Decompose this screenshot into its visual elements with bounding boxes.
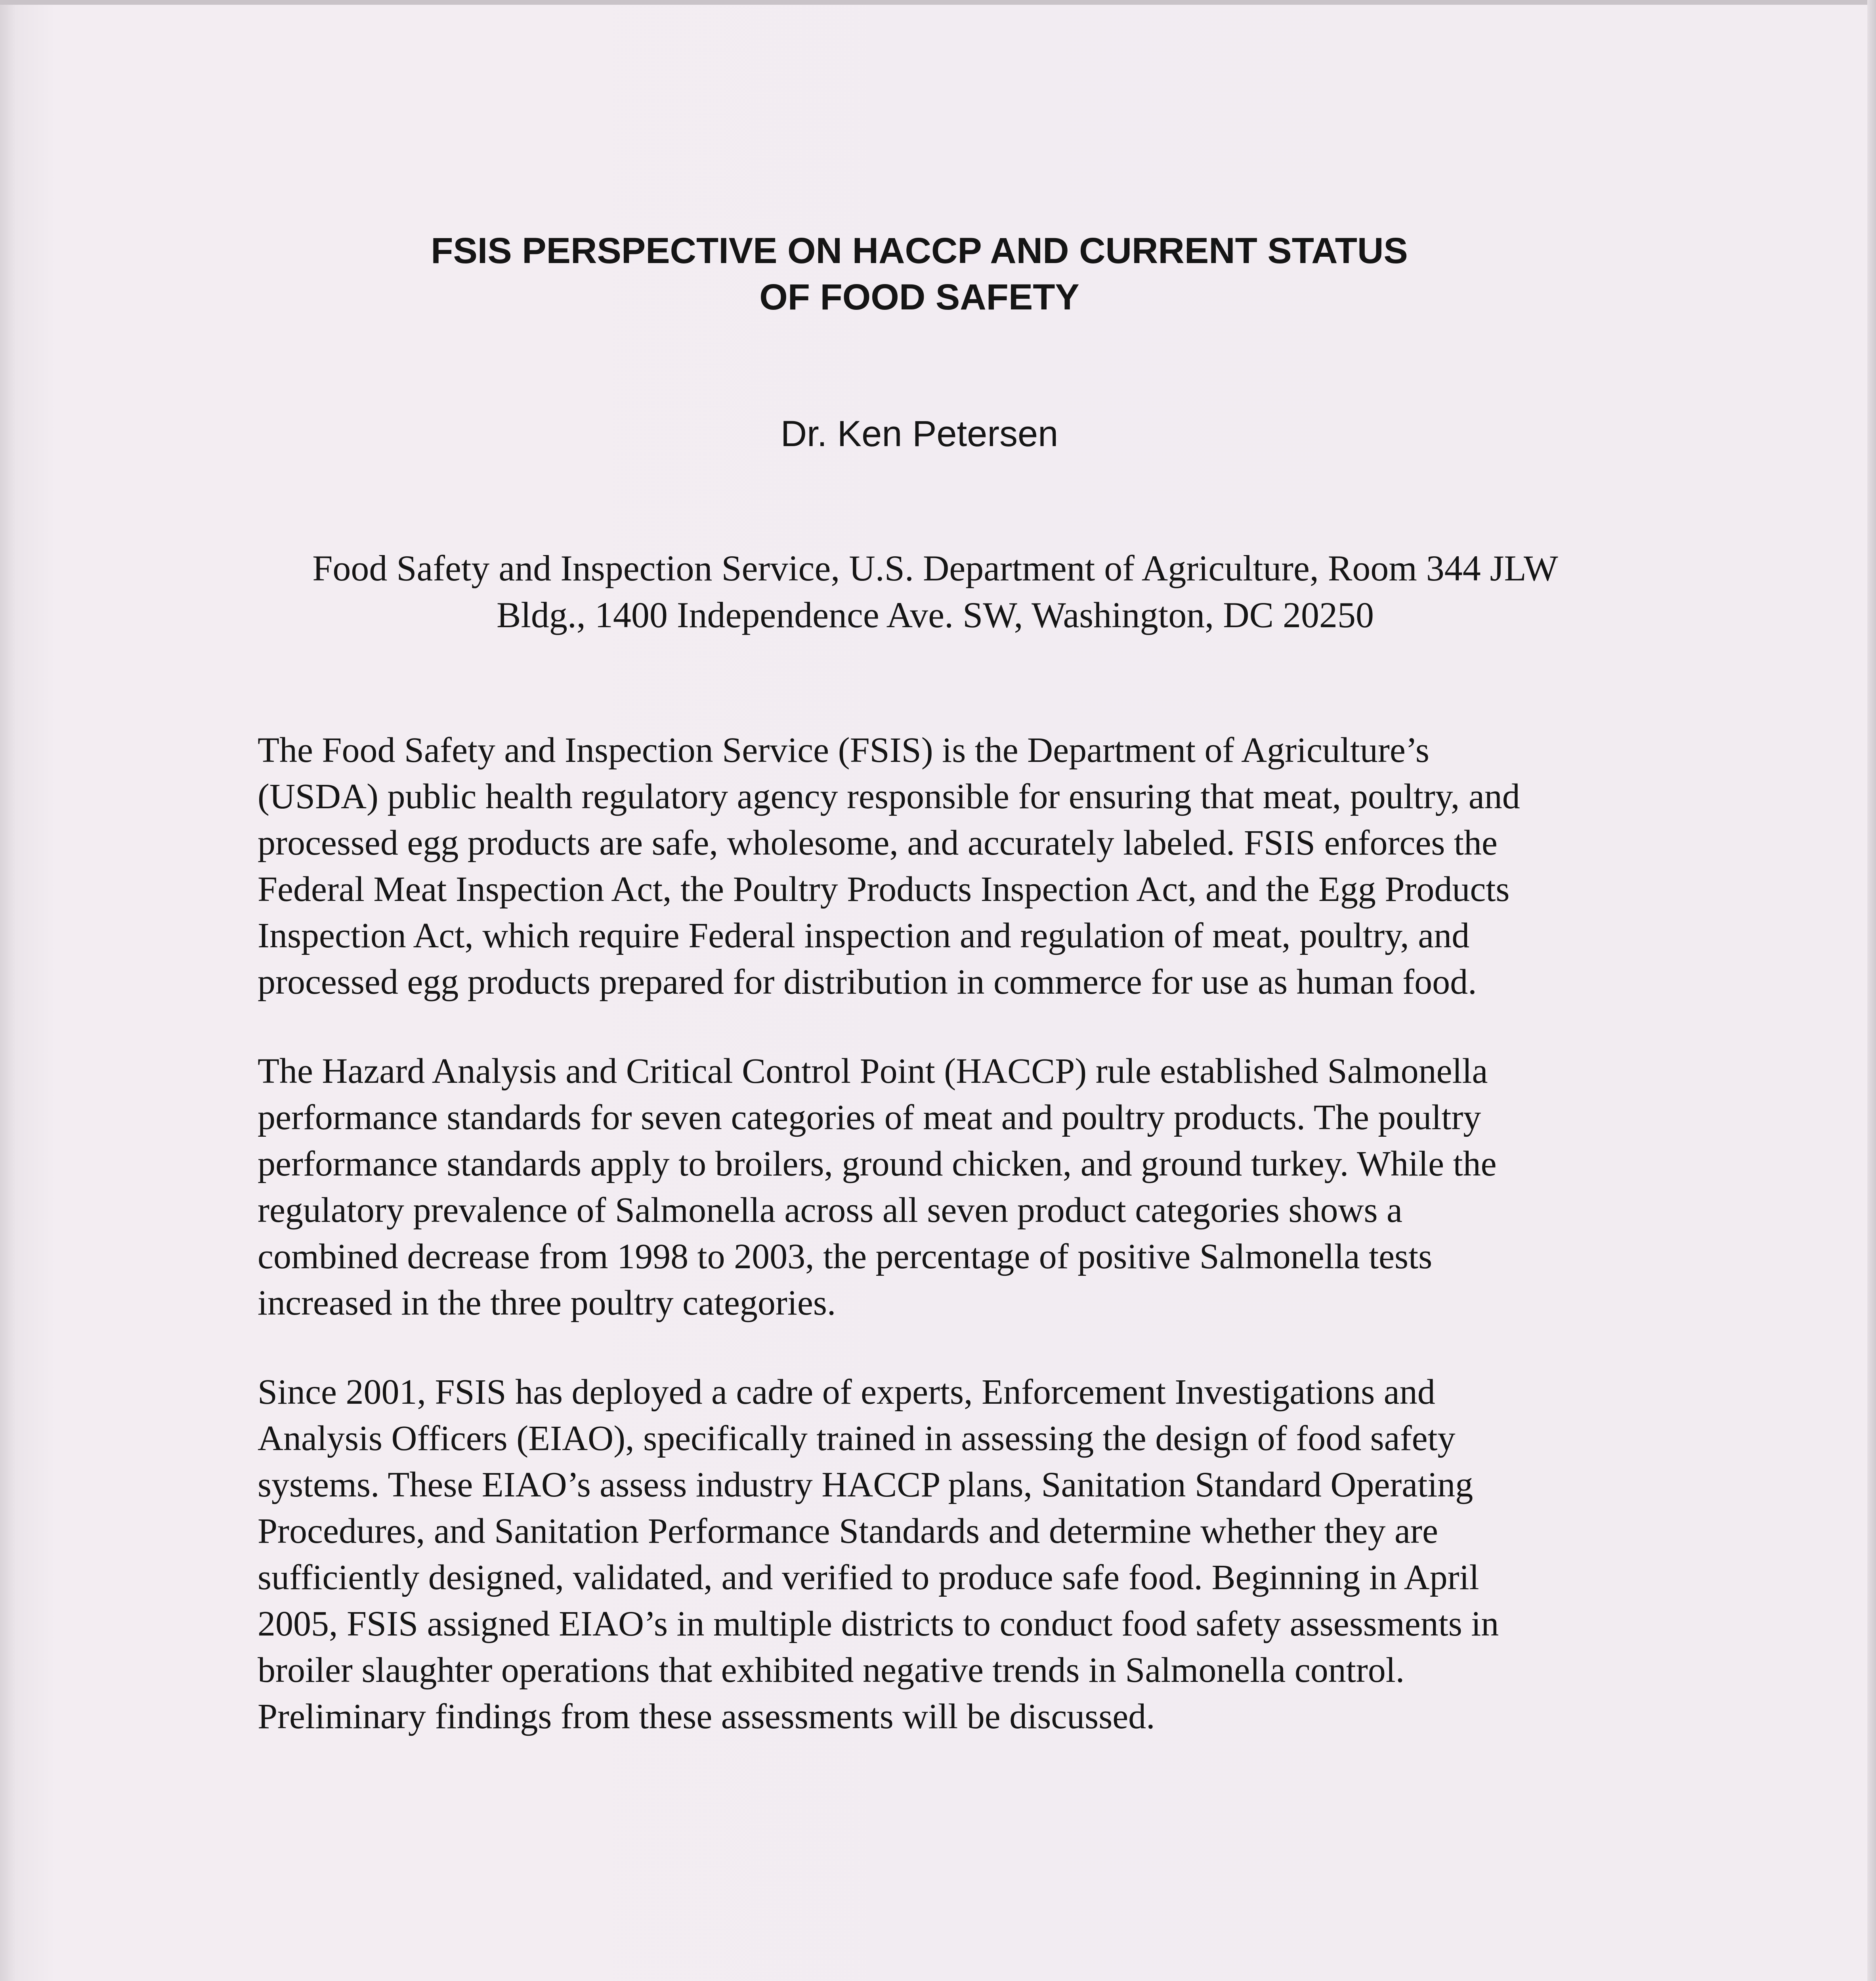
paragraph-fsis-overview <box>258 727 1645 1005</box>
affiliation-line: Food Safety and Inspection Service, U.S. Department of Agriculture, Room 344 JLW <box>312 548 1558 588</box>
paragraph-line: broiler slaughter operations that exhibited negative trends in Salmonella control. <box>258 1651 1405 1690</box>
paragraph-line: systems. These EIAO’s assess industry HACCP plans, Sanitation Standard Operating <box>258 1465 1473 1504</box>
paragraph-line: The Hazard Analysis and Critical Control Point (HACCP) rule established Salmonella <box>258 1052 1488 1091</box>
paragraph-line: combined decrease from 1998 to 2003, the percentage of positive Salmonella tests <box>258 1237 1433 1276</box>
page-top-edge <box>0 0 1876 5</box>
page-right-edge <box>1867 0 1876 1981</box>
paragraph-line: processed egg products are safe, wholesome, and accurately labeled. FSIS enforces the <box>258 823 1498 863</box>
paragraph-line: performance standards apply to broilers, ground chicken, and ground turkey. While the <box>258 1144 1497 1183</box>
paragraph-haccp-rule <box>258 1048 1645 1326</box>
paragraph-line: Inspection Act, which require Federal inspection and regulation of meat, poultry, and <box>258 916 1470 955</box>
paragraph-line: sufficiently designed, validated, and verified to produce safe food. Beginning in April <box>258 1558 1479 1597</box>
paragraph-line: Federal Meat Inspection Act, the Poultry Products Inspection Act, and the Egg Products <box>258 870 1510 909</box>
paragraph-line: The Food Safety and Inspection Service (FSIS) is the Department of Agriculture’s <box>258 731 1429 770</box>
paragraph-line: Procedures, and Sanitation Performance Standards and determine whether they are <box>258 1512 1438 1551</box>
author-affiliation <box>222 545 1649 638</box>
paragraph-line: processed egg products prepared for distribution in commerce for use as human food. <box>258 962 1477 1002</box>
author-name: Dr. Ken Petersen <box>780 414 1058 454</box>
title-line: OF FOOD SAFETY <box>759 277 1079 317</box>
paragraph-line: Analysis Officers (EIAO), specifically trained in assessing the design of food safety <box>258 1419 1456 1458</box>
title-line: FSIS PERSPECTIVE ON HACCP AND CURRENT STATUS <box>431 231 1408 271</box>
paragraph-line: performance standards for seven categories of meat and poultry products. The poultry <box>258 1098 1481 1137</box>
paragraph-eiao-assessments <box>258 1369 1645 1740</box>
paragraph-line: (USDA) public health regulatory agency responsible for ensuring that meat, poultry, and <box>258 777 1520 816</box>
paragraph-line: Preliminary findings from these assessments will be discussed. <box>258 1697 1155 1736</box>
paragraph-line: 2005, FSIS assigned EIAO’s in multiple districts to conduct food safety assessments in <box>258 1604 1499 1643</box>
affiliation-line: Bldg., 1400 Independence Ave. SW, Washington, DC 20250 <box>496 595 1374 635</box>
document-title <box>246 228 1593 321</box>
paragraph-line: increased in the three poultry categories. <box>258 1283 836 1323</box>
paragraph-line: regulatory prevalence of Salmonella across all seven product categories shows a <box>258 1191 1402 1230</box>
paragraph-line: Since 2001, FSIS has deployed a cadre of experts, Enforcement Investigations and <box>258 1372 1435 1412</box>
